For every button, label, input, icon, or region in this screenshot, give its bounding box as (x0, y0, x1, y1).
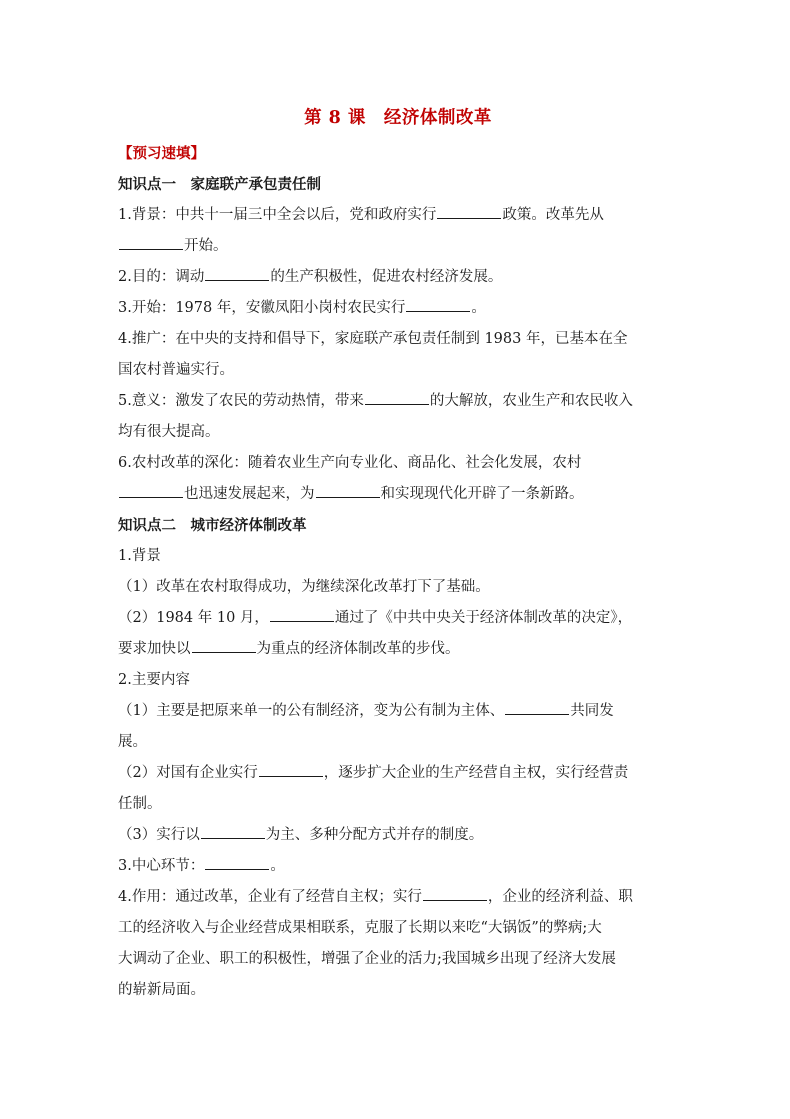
fill-blank[interactable] (505, 700, 569, 715)
fill-blank[interactable] (205, 855, 269, 870)
text: 的大解放，农业生产和农民收入 (429, 393, 633, 409)
text: 为主、多种分配方式并存的制度。 (265, 827, 484, 843)
kp2-background-heading: 1.背景 (118, 548, 161, 564)
fill-blank[interactable] (205, 266, 269, 281)
text: 。 (270, 858, 285, 874)
kp2-content-item-2-cont: 任制。 (118, 796, 162, 812)
text: 3.中心环节： (118, 858, 205, 874)
kp2-effect-line-cont-3: 的崭新局面。 (118, 982, 205, 998)
kp1-purpose-line (118, 262, 678, 293)
kp1-deepening-line-cont (118, 479, 678, 510)
kp2-content-item-1-cont: 展。 (118, 734, 147, 750)
kp2-effect-line-cont-1: 工的经济收入与企业经营成果相联系，克服了长期以来吃“大锅饭”的弊病;大 (118, 920, 602, 936)
text: 2.目的：调动 (118, 269, 205, 285)
fill-blank[interactable] (365, 390, 429, 405)
preview-section-tag: 【预习速填】 (118, 145, 205, 162)
kp1-deepening-line: 6.农村改革的深化：随着农业生产向专业化、商品化、社会化发展，农村 (118, 455, 582, 471)
kp1-start-line (118, 293, 678, 324)
text: 3.开始：1978 年，安徽凤阳小岗村农民实行 (118, 300, 406, 316)
kp2-background-item-2 (118, 603, 678, 634)
kp1-significance-line (118, 386, 678, 417)
kp1-background-line-cont (118, 231, 678, 262)
kp2-background-item-2-cont (118, 634, 678, 665)
text: 也迅速发展起来，为 (184, 486, 315, 502)
text: （1）主要是把原来单一的公有制经济，变为公有制为主体、 (118, 703, 505, 719)
text: 的生产积极性，促进农村经济发展。 (270, 269, 503, 285)
lesson-title: 第 8 课 经济体制改革 (304, 108, 492, 128)
knowledge-point-2-heading: 知识点二 城市经济体制改革 (118, 517, 307, 534)
text: 1.背景：中共十一届三中全会以后，党和政府实行 (118, 207, 437, 223)
text: 。 (471, 300, 486, 316)
kp2-content-item-1 (118, 696, 678, 727)
text: 政策。改革先从 (502, 207, 604, 223)
fill-blank[interactable] (192, 638, 256, 653)
knowledge-point-1-heading: 知识点一 家庭联产承包责任制 (118, 176, 321, 193)
fill-blank[interactable] (423, 886, 487, 901)
kp2-central-link-line (118, 851, 678, 882)
fill-blank[interactable] (270, 607, 334, 622)
text: 5.意义：激发了农民的劳动热情，带来 (118, 393, 364, 409)
kp2-background-item-1: （1）改革在农村取得成功，为继续深化改革打下了基础。 (118, 579, 490, 595)
document-page (118, 98, 678, 1006)
text: 为重点的经济体制改革的步伐。 (256, 641, 460, 657)
text: 要求加快以 (118, 641, 191, 657)
fill-blank[interactable] (259, 762, 323, 777)
fill-blank[interactable] (201, 824, 265, 839)
fill-blank[interactable] (119, 235, 183, 250)
kp2-content-heading: 2.主要内容 (118, 672, 190, 688)
fill-blank[interactable] (119, 483, 183, 498)
kp1-background-line (118, 200, 678, 231)
fill-blank[interactable] (437, 204, 501, 219)
kp1-promotion-line: 4.推广：在中央的支持和倡导下，家庭联产承包责任制到 1983 年，已基本在全 (118, 331, 628, 347)
text: ，企业的经济利益、职 (487, 889, 633, 905)
kp2-content-item-3 (118, 820, 678, 851)
text: （2）1984 年 10 月， (118, 610, 269, 626)
fill-blank[interactable] (316, 483, 380, 498)
fill-blank[interactable] (406, 297, 470, 312)
text: 和实现现代化开辟了一条新路。 (380, 486, 584, 502)
text: 通过了《中共中央关于经济体制改革的决定》， (334, 610, 633, 626)
kp1-significance-line-cont: 均有很大提高。 (118, 424, 220, 440)
kp2-effect-line-cont-2: 大调动了企业、职工的积极性，增强了企业的活力;我国城乡出现了经济大发展 (118, 951, 616, 967)
text: 共同发 (570, 703, 614, 719)
text: 开始。 (184, 238, 228, 254)
text: 4.作用：通过改革，企业有了经营自主权；实行 (118, 889, 422, 905)
kp1-promotion-line-cont: 国农村普遍实行。 (118, 362, 234, 378)
text: （3）实行以 (118, 827, 200, 843)
text: （2）对国有企业实行 (118, 765, 258, 781)
text: ，逐步扩大企业的生产经营自主权，实行经营责 (323, 765, 629, 781)
kp2-content-item-2 (118, 758, 678, 789)
kp2-effect-line (118, 882, 678, 913)
